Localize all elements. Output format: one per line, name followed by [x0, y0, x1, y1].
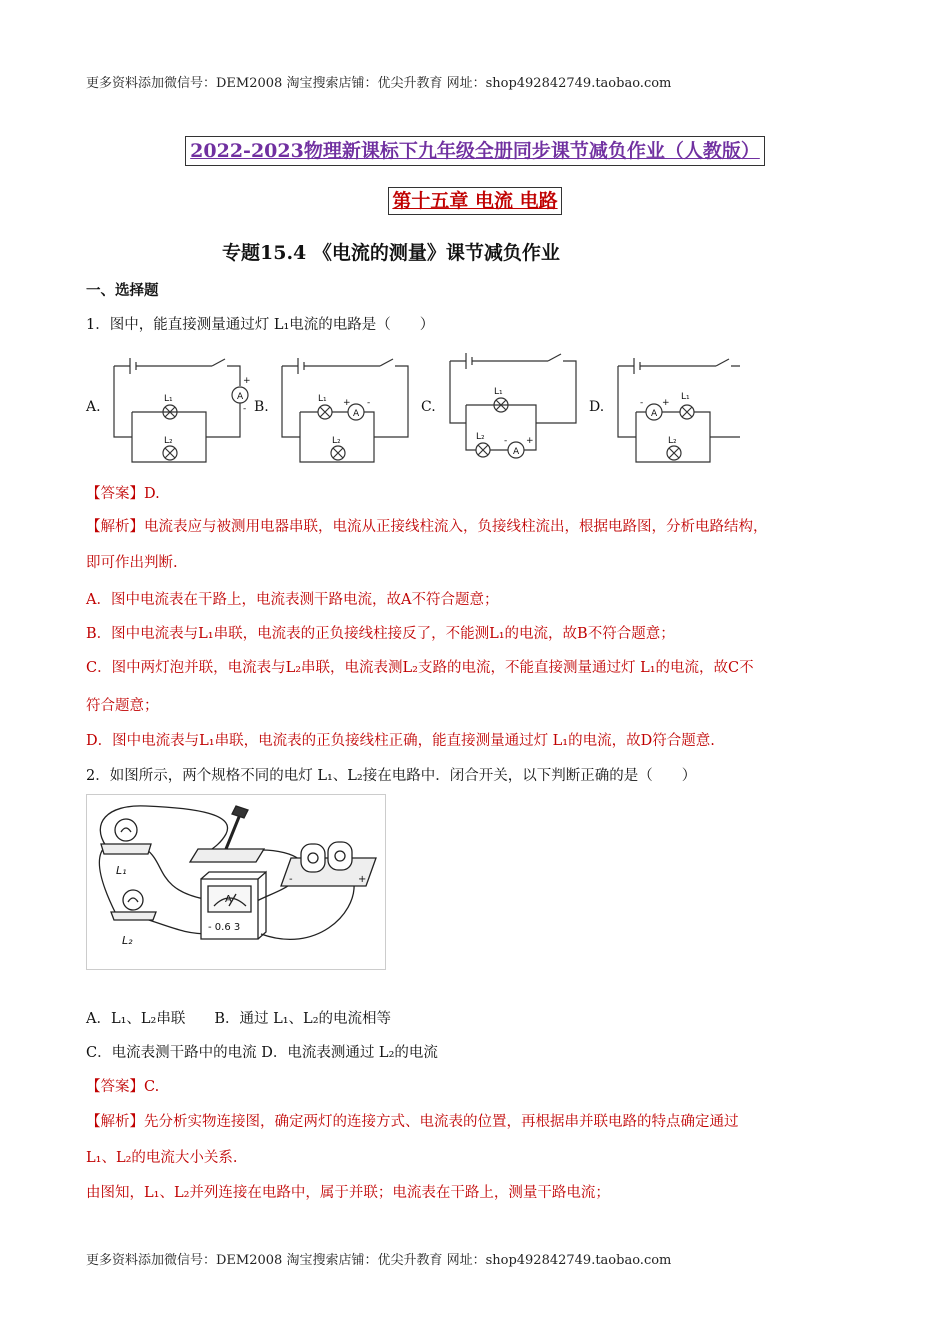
section-heading: 一、选择题	[86, 282, 159, 299]
q1-option-d-label: D.	[589, 399, 605, 415]
q1-answer: 【答案】D.	[86, 486, 160, 502]
q2-analysis-line: 由图知，L₁、L₂并列连接在电路中，属于并联；电流表在干路上，测量干路电流；	[86, 1185, 610, 1201]
q2-options-line-1: A．L₁、L₂串联 B．通过 L₁、L₂的电流相等	[86, 1011, 392, 1027]
b-l2-label: L₂	[332, 436, 341, 446]
q2-analysis-line: L₁、L₂的电流大小关系.	[86, 1150, 238, 1166]
c-ammeter-label: A	[513, 447, 520, 457]
a-ammeter-label: A	[237, 392, 244, 402]
q2-stem: 2．如图所示，两个规格不同的电灯 L₁、L₂接在电路中．闭合开关，以下判断正确的是（ ）	[86, 768, 697, 784]
circuit-c	[450, 353, 576, 458]
page-footer: 更多资料添加微信号：DEM2008 淘宝搜索店铺：优尖升教育 网址：shop492842749.taobao.com	[86, 1253, 672, 1268]
b-ammeter-label: A	[353, 409, 360, 419]
q2-battery-minus: -	[289, 874, 293, 885]
circuit-d	[618, 358, 740, 462]
a-l2-label: L₂	[164, 436, 173, 446]
d-l1-label: L₁	[681, 392, 690, 402]
d-plus-label: +	[662, 398, 670, 408]
b-l1-label: L₁	[318, 394, 327, 404]
q1-analysis-line: 符合题意；	[86, 698, 159, 714]
q1-option-c-label: C.	[421, 399, 436, 415]
q2-l2-label: L₂	[122, 934, 133, 947]
chapter-title-wrap	[0, 187, 950, 215]
b-plus-label: +	[343, 398, 351, 408]
q2-circuit-figure	[86, 794, 386, 970]
q1-option-b-label: B.	[254, 399, 269, 415]
chapter-title: 第十五章 电流 电路	[388, 187, 561, 215]
q2-options-line-2: C．电流表测干路中的电流 D．电流表测通过 L₂的电流	[86, 1045, 438, 1061]
q1-analysis-line: 【解析】电流表应与被测用电器串联，电流从正接线柱流入，负接线柱流出，根据电路图，分析电路结构，	[86, 519, 768, 535]
q2-answer: 【答案】C.	[86, 1079, 160, 1095]
main-title-wrap	[0, 136, 950, 166]
d-ammeter-label: A	[651, 409, 658, 419]
c-plus-label: +	[526, 436, 534, 446]
circuit-b	[282, 358, 408, 462]
a-plus-label: +	[243, 376, 251, 386]
q1-analysis-line: A．图中电流表在干路上，电流表测干路电流，故A不符合题意；	[86, 592, 499, 608]
a-minus-label: -	[243, 404, 247, 414]
q1-option-a-label: A.	[86, 399, 101, 415]
q1-analysis-line: C．图中两灯泡并联，电流表与L₂串联，电流表测L₂支路的电流，不能直接测量通过灯 L₁的电流，故C不	[86, 660, 754, 676]
q1-analysis-line: D．图中电流表与L₁串联，电流表的正负接线柱正确，能直接测量通过灯 L₁的电流，故D符合题意.	[86, 733, 715, 749]
q1-stem: 1．图中，能直接测量通过灯 L₁电流的电路是（ ）	[86, 317, 435, 333]
page-header: 更多资料添加微信号：DEM2008 淘宝搜索店铺：优尖升教育 网址：shop492842749.taobao.com	[86, 76, 672, 91]
subtitle: 专题15.4 《电流的测量》课节减负作业	[222, 242, 560, 264]
c-minus-label: -	[504, 436, 508, 446]
main-title: 2022-2023物理新课标下九年级全册同步课节减负作业（人教版）	[185, 136, 765, 166]
q2-meter-scale: - 0.6 3	[208, 922, 241, 933]
q1-circuit-diagrams	[100, 345, 740, 470]
q2-analysis-line: 【解析】先分析实物连接图，确定两灯的连接方式、电流表的位置，再根据串并联电路的特点确定通过	[86, 1114, 739, 1130]
q2-battery-plus: +	[358, 874, 367, 885]
a-l1-label: L₁	[164, 394, 173, 404]
c-l2-label: L₂	[476, 432, 485, 442]
d-l2-label: L₂	[668, 436, 677, 446]
circuit-a	[114, 358, 248, 462]
q2-meter-label: A	[225, 894, 232, 905]
q1-analysis-line: 即可作出判断.	[86, 555, 178, 571]
q2-l1-label: L₁	[116, 864, 127, 877]
c-l1-label: L₁	[494, 387, 503, 397]
d-minus-label: -	[640, 398, 644, 408]
b-minus-label: -	[367, 398, 371, 408]
q1-analysis-line: B．图中电流表与L₁串联，电流表的正负接线柱接反了，不能测L₁的电流，故B不符合题意；	[86, 626, 675, 642]
